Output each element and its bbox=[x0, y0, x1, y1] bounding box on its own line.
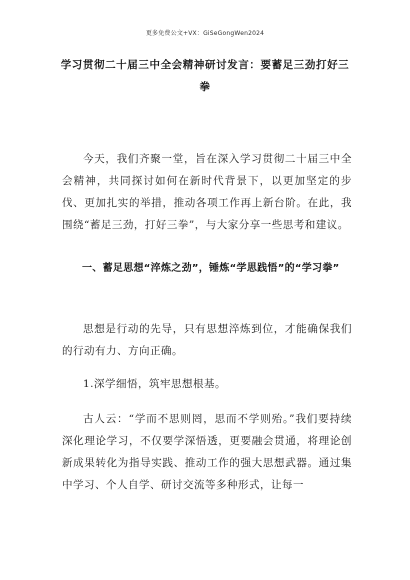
header-note: 更多免费公文+VX：GiSeGongWen2024 bbox=[145, 30, 265, 37]
section-heading-1: 一、蓄足思想“淬炼之劲”，锤炼“学思践悟”的“学习拳” bbox=[82, 263, 340, 274]
paragraph-section-1-1: 古人云：“学而不思则罔，思而不学则殆。”我们要持续深化理论学习，不仅要学深悟透，更要融会贯通，将理论创新成果转化为指导实践、推动工作的强大思想武器。通过集中学习、个人自学、研讨交流等多种形式，让每一 bbox=[62, 413, 352, 491]
subheading-1-1: 1.深学细悟，筑牢思想根基。 bbox=[83, 378, 227, 390]
paragraph-intro: 今天，我们齐聚一堂，旨在深入学习贯彻二十届三中全会精神，共同探讨如何在新时代背景下，以更加坚定的步伐、更加扎实的举措，推动各项工作再上新台阶。在此，我围绕“蓄足三劲，打好三拳”，与大家分享一些思考和建议。 bbox=[62, 153, 352, 231]
paragraph-section-1-lead: 思想是行动的先导，只有思想淬炼到位，才能确保我们的行动有力、方向正确。 bbox=[62, 323, 352, 357]
document-title: 学习贯彻二十届三中全会精神研讨发言：要蓄足三劲打好三拳 bbox=[60, 59, 350, 93]
